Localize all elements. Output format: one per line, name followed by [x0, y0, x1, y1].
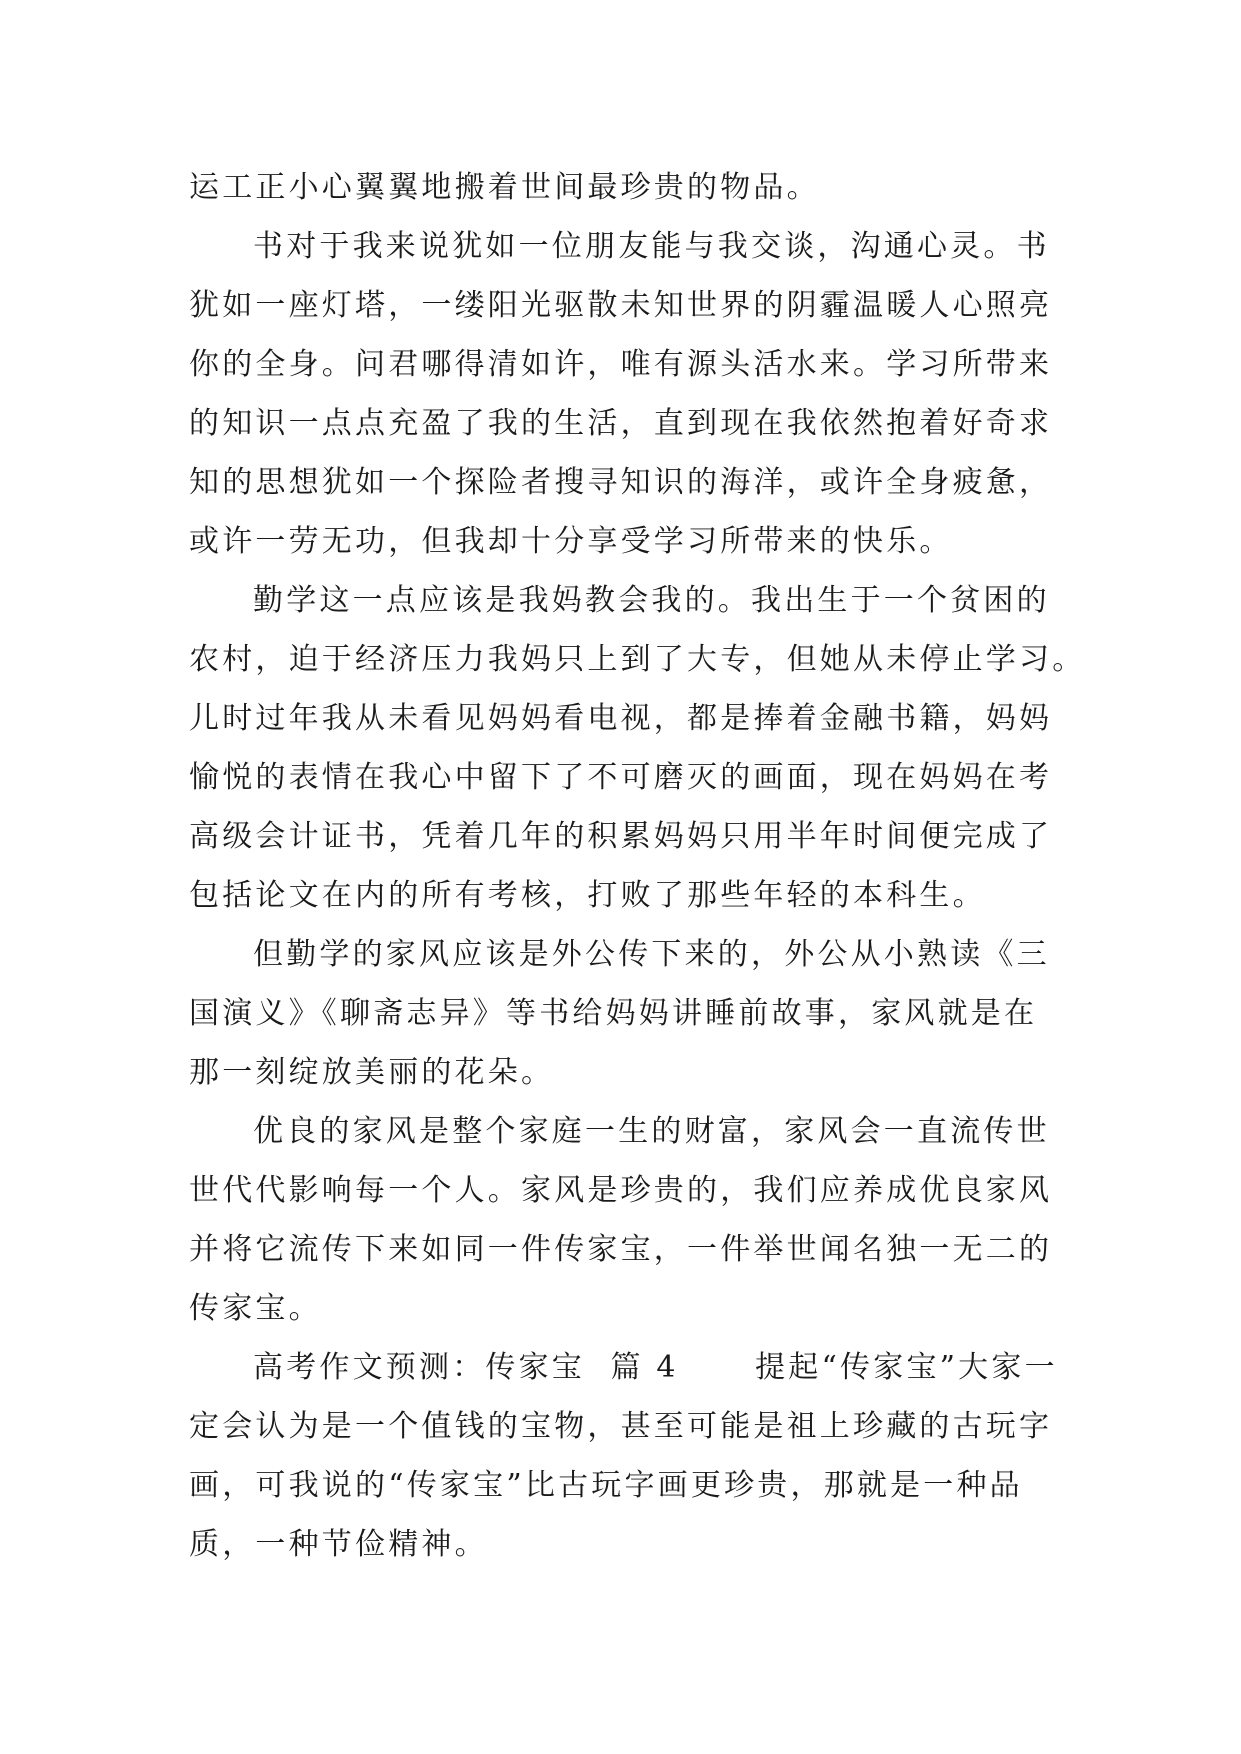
text-line: 犹如一座灯塔，一缕阳光驱散未知世界的阴霾温暖人心照亮 [189, 288, 1053, 323]
text-line: 国演义》《聊斋志异》等书给妈妈讲睡前故事，家风就是在 [189, 996, 1038, 1031]
text-line: 儿时过年我从未看见妈妈看电视，都是捧着金融书籍，妈妈 [189, 701, 1053, 736]
text-line: 那一刻绽放美丽的花朵。 [189, 1055, 555, 1090]
text-line: 的知识一点点充盈了我的生活，直到现在我依然抱着好奇求 [189, 406, 1053, 441]
text-line: 定会认为是一个值钱的宝物，甚至可能是祖上珍藏的古玩字 [189, 1409, 1053, 1444]
text-line: 质，一种节俭精神。 [189, 1527, 488, 1562]
body-text [189, 158, 1086, 1574]
text-line: 画，可我说的“传家宝”比古玩字画更珍贵，那就是一种品 [189, 1468, 1023, 1503]
text-line: 农村，迫于经济压力我妈只上到了大专，但她从未停止学习。 [189, 642, 1086, 677]
text-line: 世代代影响每一个人。家风是珍贵的，我们应养成优良家风 [189, 1173, 1053, 1208]
text-line: 知的思想犹如一个探险者搜寻知识的海洋，或许全身疲惫， [189, 465, 1053, 500]
text-line: 传家宝。 [189, 1291, 322, 1326]
text-line: 书对于我来说犹如一位朋友能与我交谈，沟通心灵。书 [253, 229, 1050, 264]
text-line: 高级会计证书，凭着几年的积累妈妈只用半年时间便完成了 [189, 819, 1053, 854]
text-line: 并将它流传下来如同一件传家宝，一件举世闻名独一无二的 [189, 1232, 1053, 1267]
text-line: 包括论文在内的所有考核，打败了那些年轻的本科生。 [189, 878, 986, 913]
text-line: 愉悦的表情在我心中留下了不可磨灭的画面，现在妈妈在考 [189, 760, 1053, 795]
text-line: 你的全身。问君哪得清如许，唯有源头活水来。学习所带来 [189, 347, 1053, 382]
text-line: 优良的家风是整个家庭一生的财富，家风会一直流传世 [253, 1114, 1050, 1149]
text-line: 运工正小心翼翼地搬着世间最珍贵的物品。 [189, 170, 820, 205]
text-line: 但勤学的家风应该是外公传下来的，外公从小熟读《三 [253, 937, 1050, 972]
text-line: 高考作文预测：传家宝 篇 4 提起“传家宝”大家一 [253, 1350, 1058, 1385]
text-line: 或许一劳无功，但我却十分享受学习所带来的快乐。 [189, 524, 953, 559]
text-line: 勤学这一点应该是我妈教会我的。我出生于一个贫困的 [253, 583, 1050, 618]
